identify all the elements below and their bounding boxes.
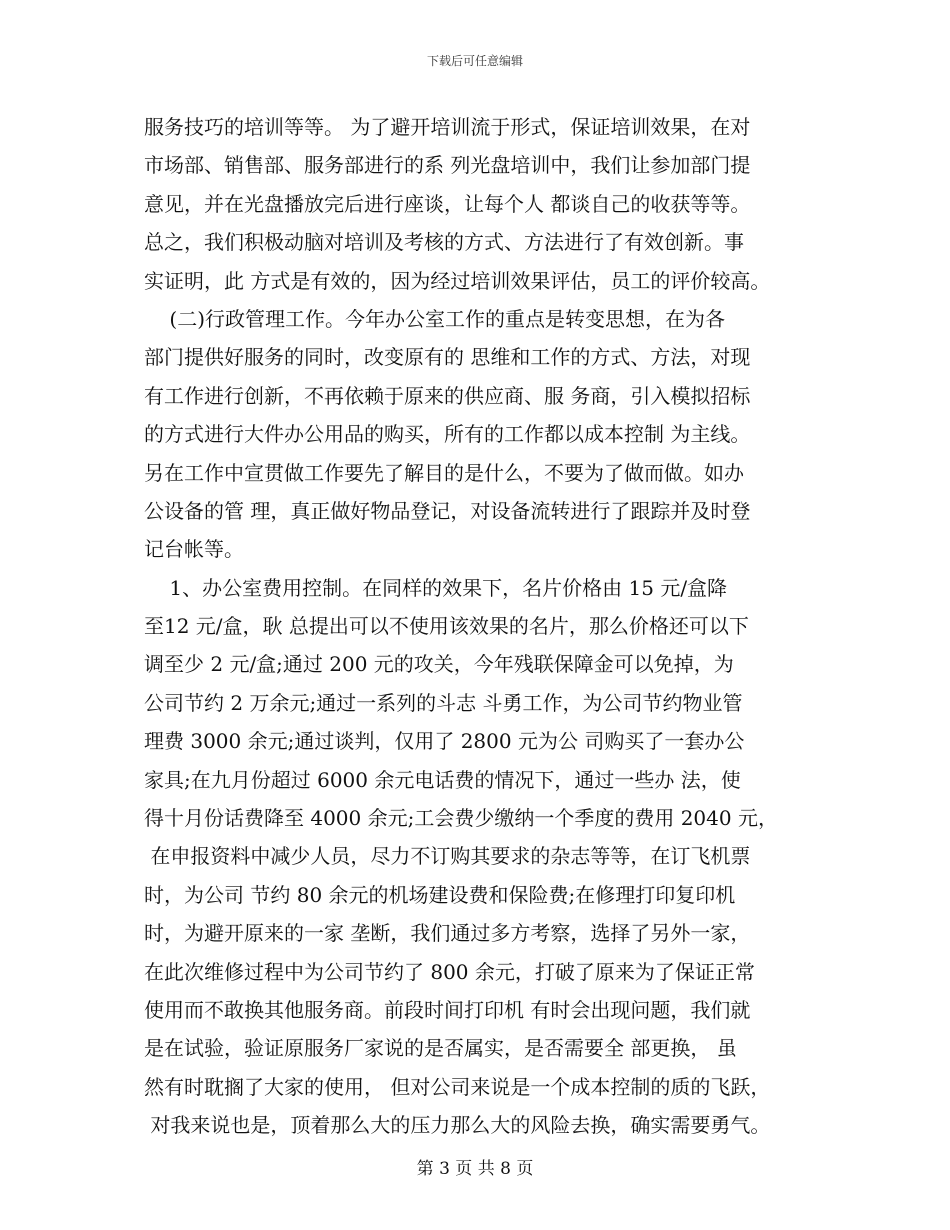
text-line: 时，为避开原来的一家 垄断，我们通过多方考察，选择了另外一家， [144, 921, 751, 946]
text-line: 另在工作中宣贯做工作要先了解目的是什么，不要为了做而做。如办 [144, 460, 744, 485]
text-line: 记台帐等。 [144, 537, 244, 562]
text-line: 理费 3000 余元;通过谈判，仅用了 2800 元为公 司购买了一套办公 [144, 729, 745, 754]
text-line: (二)行政管理工作。今年办公室工作的重点是转变思想，在为各 [144, 306, 726, 331]
text-line: 1、办公室费用控制。在同样的效果下，名片价格由 15 元/盒降 [144, 575, 728, 600]
text-line: 在此次维修过程中为公司节约了 800 余元，打破了原来为了保证正常 [144, 959, 755, 984]
text-line: 家具;在九月份超过 6000 余元电话费的情况下，通过一些办 法，使 [144, 767, 741, 792]
text-line: 然有时耽搁了大家的使用， 但对公司来说是一个成本控制的质的飞跃， [144, 1074, 771, 1099]
text-line: 时，为公司 节约 80 余元的机场建设费和保险费;在修理打印复印机 [144, 882, 736, 907]
text-line: 服务技巧的培训等等。 为了避开培训流于形式，保证培训效果，在对 [144, 115, 751, 139]
text-line: 是在试验，验证原服务厂家说的是否属实，是否需要全 部更换， 虽 [144, 1036, 737, 1061]
text-line: 在申报资料中减少人员，尽力不订购其要求的杂志等等，在订飞机票 [144, 844, 751, 869]
text-line: 市场部、销售部、服务部进行的系 列光盘培训中，我们让参加部门提 [144, 153, 751, 178]
text-line: 有工作进行创新，不再依赖于原来的供应商、服 务商，引入模拟招标 [144, 383, 751, 408]
document-body [144, 108, 824, 1145]
text-line: 公司节约 2 万余元;通过一系列的斗志 斗勇工作，为公司节约物业管 [144, 690, 743, 715]
text-line: 部门提供好服务的同时，改变原有的 思维和工作的方式、方法，对现 [144, 345, 751, 370]
text-line: 公设备的管 理，真正做好物品登记，对设备流转进行了跟踪并及时登 [144, 498, 751, 523]
text-line: 对我来说也是，顶着那么大的压力那么大的风险去换，确实需要勇气。 [144, 1113, 771, 1138]
text-line: 实证明，此 方式是有效的，因为经过培训效果评估，员工的评价较高。 [144, 268, 771, 293]
text-line: 总之，我们积极动脑对培训及考核的方式、方法进行了有效创新。事 [144, 230, 744, 255]
text-line: 意见，并在光盘播放完后进行座谈，让每个人 都谈自己的收获等等。 [144, 191, 751, 216]
text-line: 使用而不敢换其他服务商。前段时间打印机 有时会出现问题，我们就 [144, 997, 751, 1022]
text-line: 得十月份话费降至 4000 余元;工会费少缴纳一个季度的费用 2040 元， [144, 806, 778, 831]
text-line: 的方式进行大件办公用品的购买，所有的工作都以成本控制 为主线。 [144, 422, 751, 447]
page-footer: 第 3 页 共 8 页 [416, 1159, 534, 1179]
page-header: 下载后可任意编辑 [426, 54, 523, 68]
text-line: 至12 元/盒，耿 总提出可以不使用该效果的名片，那么价格还可以下 [144, 614, 749, 639]
text-line: 调至少 2 元/盒;通过 200 元的攻关，今年残联保障金可以免掉，为 [144, 652, 734, 677]
